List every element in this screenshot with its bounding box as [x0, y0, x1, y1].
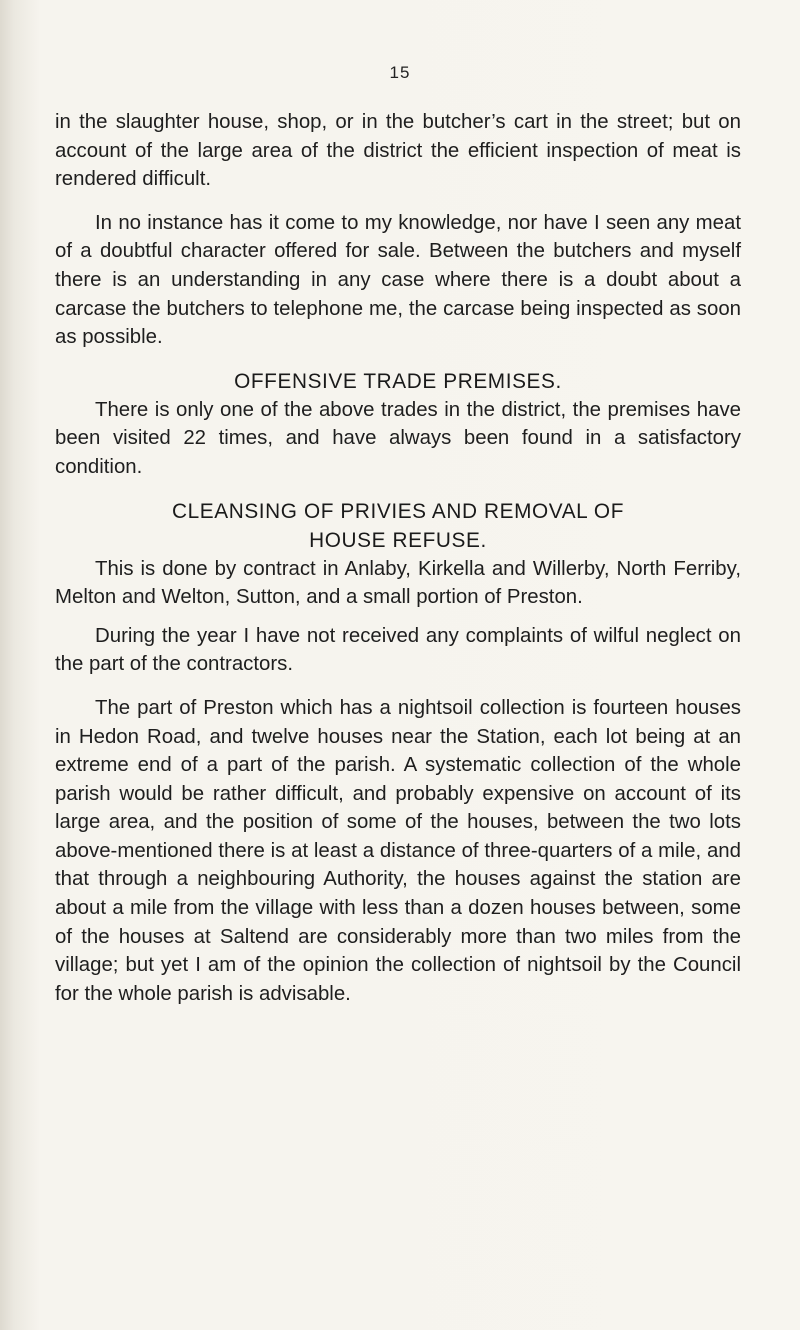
paragraph-offensive-trade: There is only one of the above trades in the district, the premises have been visited 22 times, and have always been found in a satisfactory condition.: [55, 398, 741, 478]
heading-offensive-trade: OFFENSIVE TRADE PREMISES.: [234, 369, 562, 393]
page-content: [55, 108, 741, 1023]
paragraph-contract: This is done by contract in Anlaby, Kirkella and Willerby, North Ferriby, Melton and Welton, Sutton, and a small portion of Preston.: [55, 557, 741, 609]
heading-cleansing-line2: HOUSE REFUSE.: [309, 528, 487, 552]
paragraph-doubtful-meat: In no instance has it come to my knowledge, nor have I seen any meat of a doubtful character offered for sale. Between the butchers and myself there is an understanding in any case where there is a doubt about a carcase the butchers to telephone me, the carcase being inspected as soon as possible.: [55, 211, 741, 349]
heading-cleansing-line1: CLEANSING OF PRIVIES AND REMOVAL OF: [171, 499, 625, 523]
paragraph-meat-inspection: in the slaughter house, shop, or in the butcher’s cart in the street; but on account of the large area of the district the efficient inspection of meat is rendered difficult.: [55, 111, 741, 191]
paragraph-nightsoil: The part of Preston which has a nightsoil collection is fourteen houses in Hedon Road, and twelve houses near the Station, each lot being at an extreme end of a part of the parish. A systematic collection of the whole parish would be rather difficult, and probably expensive on account of its large area, and the position of some of the houses, between the two lots above-mentioned there is at least a distance of three-quarters of a mile, and that through a neighbouring Authority, the houses against the station are about a mile from the village with less than a dozen houses between, some of the houses at Saltend are considerably more than two miles from the village; but yet I am of the opinion the collection of nightsoil by the Council for the whole parish is advisable.: [55, 696, 741, 1005]
paragraph-complaints: During the year I have not received any complaints of wilful neglect on the part of the contractors.: [55, 624, 741, 676]
page-number: 15: [389, 63, 411, 82]
